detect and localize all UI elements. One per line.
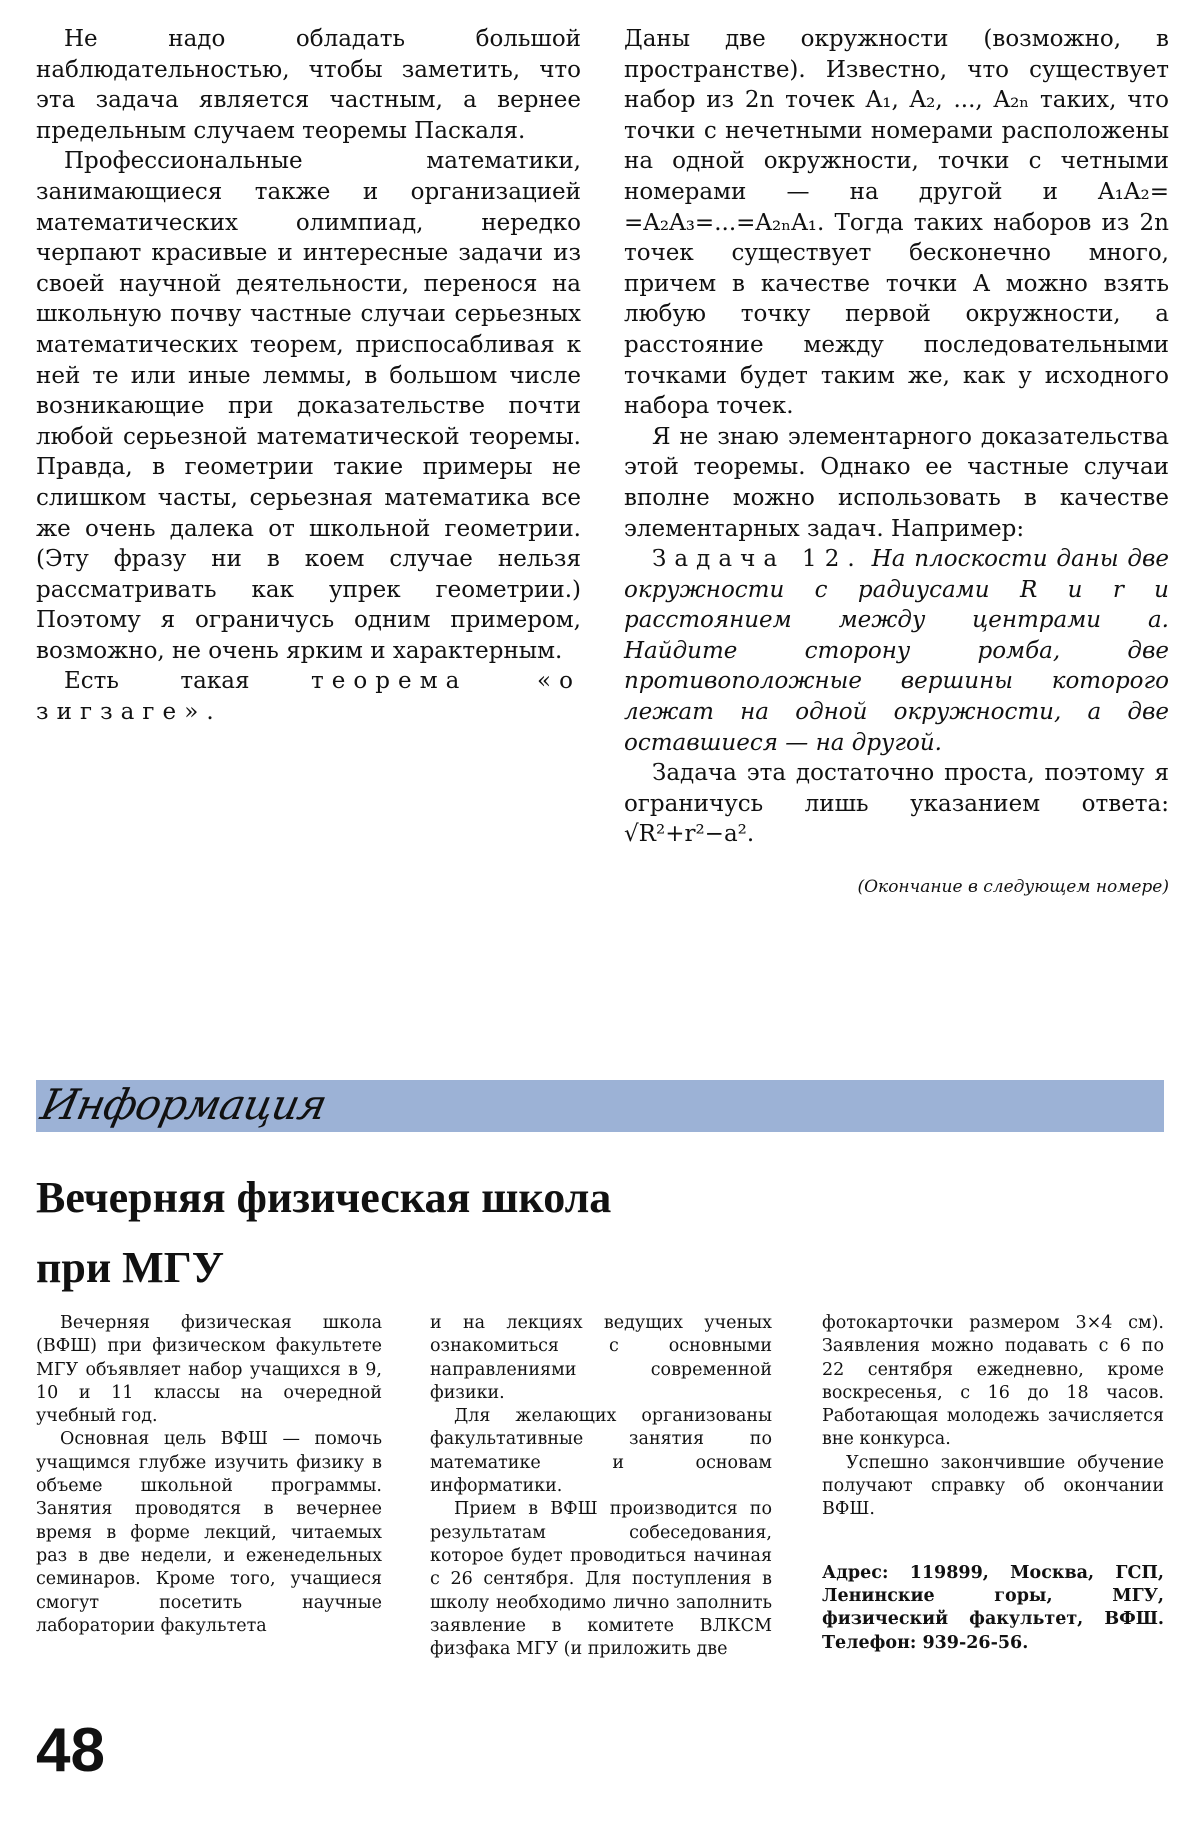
task-text: На плоскости даны две окружности с радиусами R и r и расстоянием между центрами a. Найдите сторону ромба, две противоположные вершины которого лежат на одной окружности, а две оставшиеся — на другой. bbox=[624, 546, 1169, 756]
theorem-name: теорема «о зигзаге». bbox=[36, 668, 581, 726]
task-label: Задача 12. bbox=[652, 546, 863, 573]
article-paragraph-6: Задача эта достаточно проста, поэтому я ограничусь лишь указанием ответа: √R²+r²−a². bbox=[624, 760, 1169, 848]
theorem-intro: Есть такая bbox=[64, 668, 250, 695]
info-paragraph: и на лекциях ведущих ученых ознакомиться с основными направлениями современной физики. bbox=[430, 1313, 772, 1403]
article-paragraph-4: Я не знаю элементарного доказательства этой теоремы. Однако ее частные случаи вполне можно использовать в качестве элементарных задач. Например: bbox=[624, 423, 1169, 542]
task-12 bbox=[624, 544, 1169, 758]
article-paragraph-3 bbox=[36, 666, 581, 727]
headline-line-1: Вечерняя физическая школа bbox=[36, 1173, 612, 1222]
article-right-column bbox=[624, 24, 1169, 903]
article-paragraph-2: Профессиональные математики, занимающиеся также и организацией математических олимпиад, нередко черпают красивые и интересные задачи из своей научной деятельности, перенося на школьную почву частные случаи серьезных математических теорем, приспосабливая к ней те или иные леммы, в большом числе возникающие при доказательстве почти любой серьезной математической теоремы. Правда, в геометрии такие примеры не слишком часты, серьезная математика все же очень далека от школьной геометрии. (Эту фразу ни в коем случае нельзя рассматривать как упрек геометрии.) Поэтому я ограничусь одним примером, возможно, не очень ярким и характерным. bbox=[36, 148, 581, 664]
info-column-2 bbox=[430, 1312, 772, 1661]
banner-label: Информация bbox=[36, 1080, 331, 1129]
page-number: 48 bbox=[36, 1716, 105, 1785]
info-paragraph: фотокарточки размером 3×4 см). Заявления можно подавать с 6 по 22 сентября ежедневно, кроме воскресенья, с 16 до 18 часов. Работающая молодежь зачисляется вне конкурса. bbox=[822, 1313, 1164, 1450]
info-paragraph: Основная цель ВФШ — помочь учащимся глубже изучить физику в объеме школьной программы. Занятия проводятся в вечернее время в форме лекций, читаемых раз в две недели, и еженедельных семинаров. Кроме того, учащиеся смогут посетить научные лаборатории факультета bbox=[36, 1429, 382, 1636]
info-paragraph: Вечерняя физическая школа (ВФШ) при физическом факультете МГУ объявляет набор учащихся в 9, 10 и 11 классы на очередной учебный год. bbox=[36, 1313, 382, 1427]
info-paragraph: Прием в ВФШ производится по результатам собеседования, которое будет проводиться начиная с 26 сентября. Для поступления в школу необходимо лично заполнить заявление в комитете ВЛКСМ физфака МГУ (и приложить две bbox=[430, 1499, 772, 1660]
article-paragraph-1: Не надо обладать большой наблюдательностью, чтобы заметить, что эта задача является частным, а вернее предельным случаем теоремы Паскаля. bbox=[36, 26, 581, 144]
info-column-3 bbox=[822, 1312, 1164, 1655]
article-left-column bbox=[36, 24, 581, 728]
info-paragraph: Успешно закончившие обучение получают справку об окончании ВФШ. bbox=[822, 1452, 1164, 1520]
info-paragraph: Для желающих организованы факультативные занятия по математике и основам информатики. bbox=[430, 1406, 772, 1497]
theorem-statement: Даны две окружности (возможно, в пространстве). Известно, что существует набор из 2n точек A₁, A₂, ..., A₂ₙ таких, что точки с нечетными номерами расположены на одной окружности, точки с четными номерами — на другой и A₁A₂= =A₂A₃=...=A₂ₙA₁. Тогда таких наборов из 2n точек существует бесконечно много, причем в качестве точки A можно взять любую точку первой окружности, а расстояние между последовательными точками будет таким же, как у исходного набора точек. bbox=[624, 26, 1169, 420]
continued-note: (Окончание в следующем номере) bbox=[857, 877, 1169, 898]
info-column-1 bbox=[36, 1312, 382, 1638]
information-banner bbox=[36, 1080, 1164, 1132]
headline-line-2: при МГУ bbox=[36, 1243, 224, 1292]
address-block: Адрес: 119899, Москва, ГСП, Ленинские горы, МГУ, физический факультет, ВФШ. Телефон: 939-26-56. bbox=[822, 1562, 1164, 1653]
